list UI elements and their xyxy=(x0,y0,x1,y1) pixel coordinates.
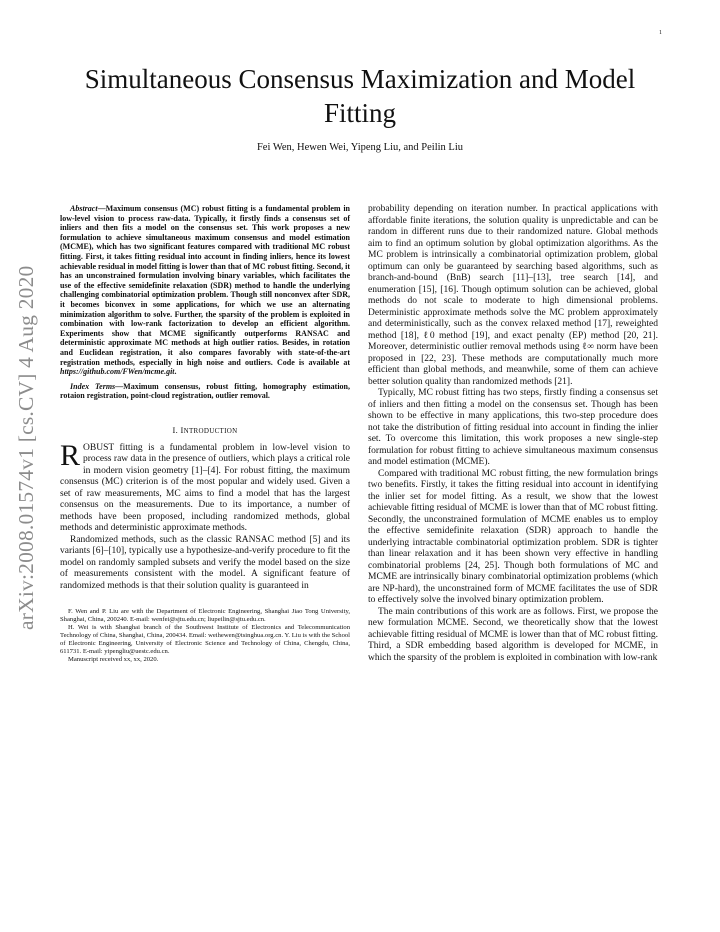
abstract: Abstract—Maximum consensus (MC) robust fitting is a fundamental problem in low-level vision to process raw-data. Typically, it firstly finds a consensus set of inliers and then fits a model on the consensus set. This work proposes a new formulation to achieve simultaneous maximum consensus and model estimation (MCME), which has two significant features compared with traditional MC robust fitting. First, it takes fitting residual into account in finding inliers, hence its lowest achievable residual in model fitting is lower than that of MC robust fitting. Second, it has an unconstrained formulation involving binary variables, which facilitates the use of the effective semidefinite relaxation (SDR) method to handle the underlying challenging combinatorial optimization problem. Though still nonconvex after SDR, it becomes biconvex in some applications, for which we use an alternating minimization algorithm to solve. Further, the sparsity of the problem is exploited in combination with low-rank factorization to develop an efficient algorithm. Experiments show that MCME significantly outperforms RANSAC and deterministic approximate MC methods at high outlier ratios. Besides, in rotation and Euclidean registration, it also compares favorably with state-of-the-art registration methods, especially in high noise and outliers. Code is available at https://github.com/FWen/mcme.git. xyxy=(60,204,350,377)
body-paragraph: The main contributions of this work are as follows. First, we propose the new formulation MCME. Second, we theoretically show that the lowest achievable fitting residual of MCME is lower than that of MC robust fitting. Third, a SDR embedding based algorithm is developed for MCME, in which the sparsity of the problem is exploited in combination with low-rank xyxy=(368,606,658,663)
intro-paragraph-2: Randomized methods, such as the classic RANSAC method [5] and its variants [6]–[10], typically use a hypothesize-and-verify procedure to fit the model on randomly sampled subsets and verify the model based on the size of measurements consistent with the model. A significant feature of randomized methods is that their solution quality is guaranteed in xyxy=(60,534,350,591)
drop-cap: R xyxy=(60,438,81,472)
author-list: Fei Wen, Hewen Wei, Yipeng Liu, and Peilin Liu xyxy=(256,142,464,153)
body-paragraph: probability depending on iteration number. In practical applications with affordable finite iterations, the solution quality is unpredictable and can be random in different runs due to their randomized nature. Global methods aim to find an optimum solution by global optimization algorithms. As the MC problem is intrinsically a combinatorial optimization problem, global optimum can only be guaranteed by searching based algorithms, such as branch-and-bound (BnB) search [11]–[13], tree search [14], and enumeration [15], [16]. Though optimum solution can be achieved, global methods do not scale to moderate to high dimensional problems. Deterministic approximate methods solve the MC problem approximately and deterministically, such as the convex relaxed method [17], reweighted method [18], ℓ0 method [19], and exact penalty (EP) method [20, 21]. Moreover, deterministic outlier removal methods using ℓ∞ norm have been proposed in [22, 23]. These methods are computationally much more efficient than global methods, and meanwhile, some of them can achieve better solution quality than randomized methods [21]. xyxy=(368,204,658,387)
left-column xyxy=(60,204,350,664)
index-terms: Index Terms—Maximum consensus, robust fitting, homography estimation, rotaion registration, point-cloud registration, outlier removal. xyxy=(60,381,351,401)
footnote-affiliation-1: F. Wen and P. Liu are with the Department of Electronic Engineering, Shanghai Jiao Tong University, Shanghai, China, 200240. E-mail: wenfei@sjtu.edu.cn; liupeilin@sjtu.edu.cn. xyxy=(60,608,350,624)
arxiv-sidebar-stamp xyxy=(14,265,54,650)
footnote-manuscript: Manuscript received xx, xx, 2020. xyxy=(68,655,159,663)
section-heading-introduction: I. INTRODUCTION xyxy=(172,424,238,435)
body-paragraph: Compared with traditional MC robust fitting, the new formulation brings two benefits. Firstly, it takes the fitting residual into account in identifying the inlier set for model fitting. As a result, we show that the lowest achievable fitting residual of MCME is lower than that of MC robust fitting. Secondly, the unconstrained formulation of MCME enables us to employ the effective semidefinite relaxation (SDR) approach to handle the underlying intractable combinatorial optimization problem. SDR is tighter than linear relaxation and it has been shown very effective in handling combinatorial problems [24, 25]. Though both formulations of MC and MCME are intrinsically binary combinatorial optimization problems (which are NP-hard), the unconstrained form of MCME facilitates the use of SDR to effectively solve the involved binary optimization problem. xyxy=(368,468,658,605)
index-terms-label: Index Terms xyxy=(70,381,116,391)
page-number: 1 xyxy=(659,30,662,36)
arxiv-identifier: arXiv:2008.01574v1 [cs.CV] 4 Aug 2020 xyxy=(14,265,38,630)
intro-paragraph-1: ROBUST fitting is a fundamental problem in low-level vision to process raw data in the presence of outliers, which plays a critical role in modern vision geometry [1]–[4]. For robust fitting, the maximum consensus (MC) criterion is of the most popular and widely used. Given a set of raw measurements, MC aims to find a model that has the largest consensus on the measurements. Due to its importance, a number of methods have been proposed, including randomized methods, global methods and deterministic approximate methods. xyxy=(60,438,350,534)
right-column xyxy=(368,204,658,664)
abstract-text: Maximum consensus (MC) robust fitting is a fundamental problem in low-level vision to process raw-data. Typically, it firstly finds a consensus set of inliers and then fits a model on the consensus set. This work proposes a new formulation to achieve simultaneous maximum consensus and model estimation (MCME), which has two significant features compared with traditional MC robust fitting. First, it takes fitting residual into account in finding inliers, hence its lowest achievable residual in model fitting is lower than that of MC robust fitting. Second, it has an unconstrained formulation involving binary variables, which facilitates the use of the effective semidefinite relaxation (SDR) method to handle the underlying challenging combinatorial optimization problem. Though still nonconvex after SDR, it becomes biconvex in some applications, for which we use an alternating minimization algorithm to solve. Further, the sparsity of the problem is exploited in combination with low-rank factorization to develop an efficient algorithm. Experiments show that MCME significantly outperforms RANSAC and deterministic approximate MC methods at high outlier ratios. Besides, in rotation and Euclidean registration, it also compares favorably with state-of-the-art registration methods, especially in high noise and outliers. Code is available at xyxy=(60,204,350,367)
index-terms-text: Maximum consensus, robust fitting, homography estimation, rotaion registration, point-cloud registration, outlier removal. xyxy=(60,381,351,401)
body-paragraph: Typically, MC robust fitting has two steps, firstly finding a consensus set of inliers and then fitting a model on the consensus set. Though has been shown to be effective in many applications, this two-step procedure does not take the distribution of fitting residual into account in finding the inlier set. To overcome this limitation, this work proposes a new single-step formulation for robust fitting to achieve simultaneous maximum consensus and model estimation (MCME). xyxy=(368,388,658,467)
paper-title: Simultaneous Consensus Maximization and Model Fitting xyxy=(84,64,636,128)
footnote-affiliation-2: H. Wei is with Shanghai branch of the Southwest Institute of Electronics and Telecommunication Technology of China, Shanghai, China, 200434. Email: weihewen@tsinghua.org.cn. Y. Liu is with the School of Electronic Engineering, University of Electronic Science and Technology of China, Chengdu, China, 611731. E-mail: yipengliu@uestc.edu.cn. xyxy=(60,624,350,655)
abstract-label: Abstract xyxy=(70,204,98,213)
code-link[interactable]: https://github.com/FWen/mcme.git xyxy=(60,367,175,377)
